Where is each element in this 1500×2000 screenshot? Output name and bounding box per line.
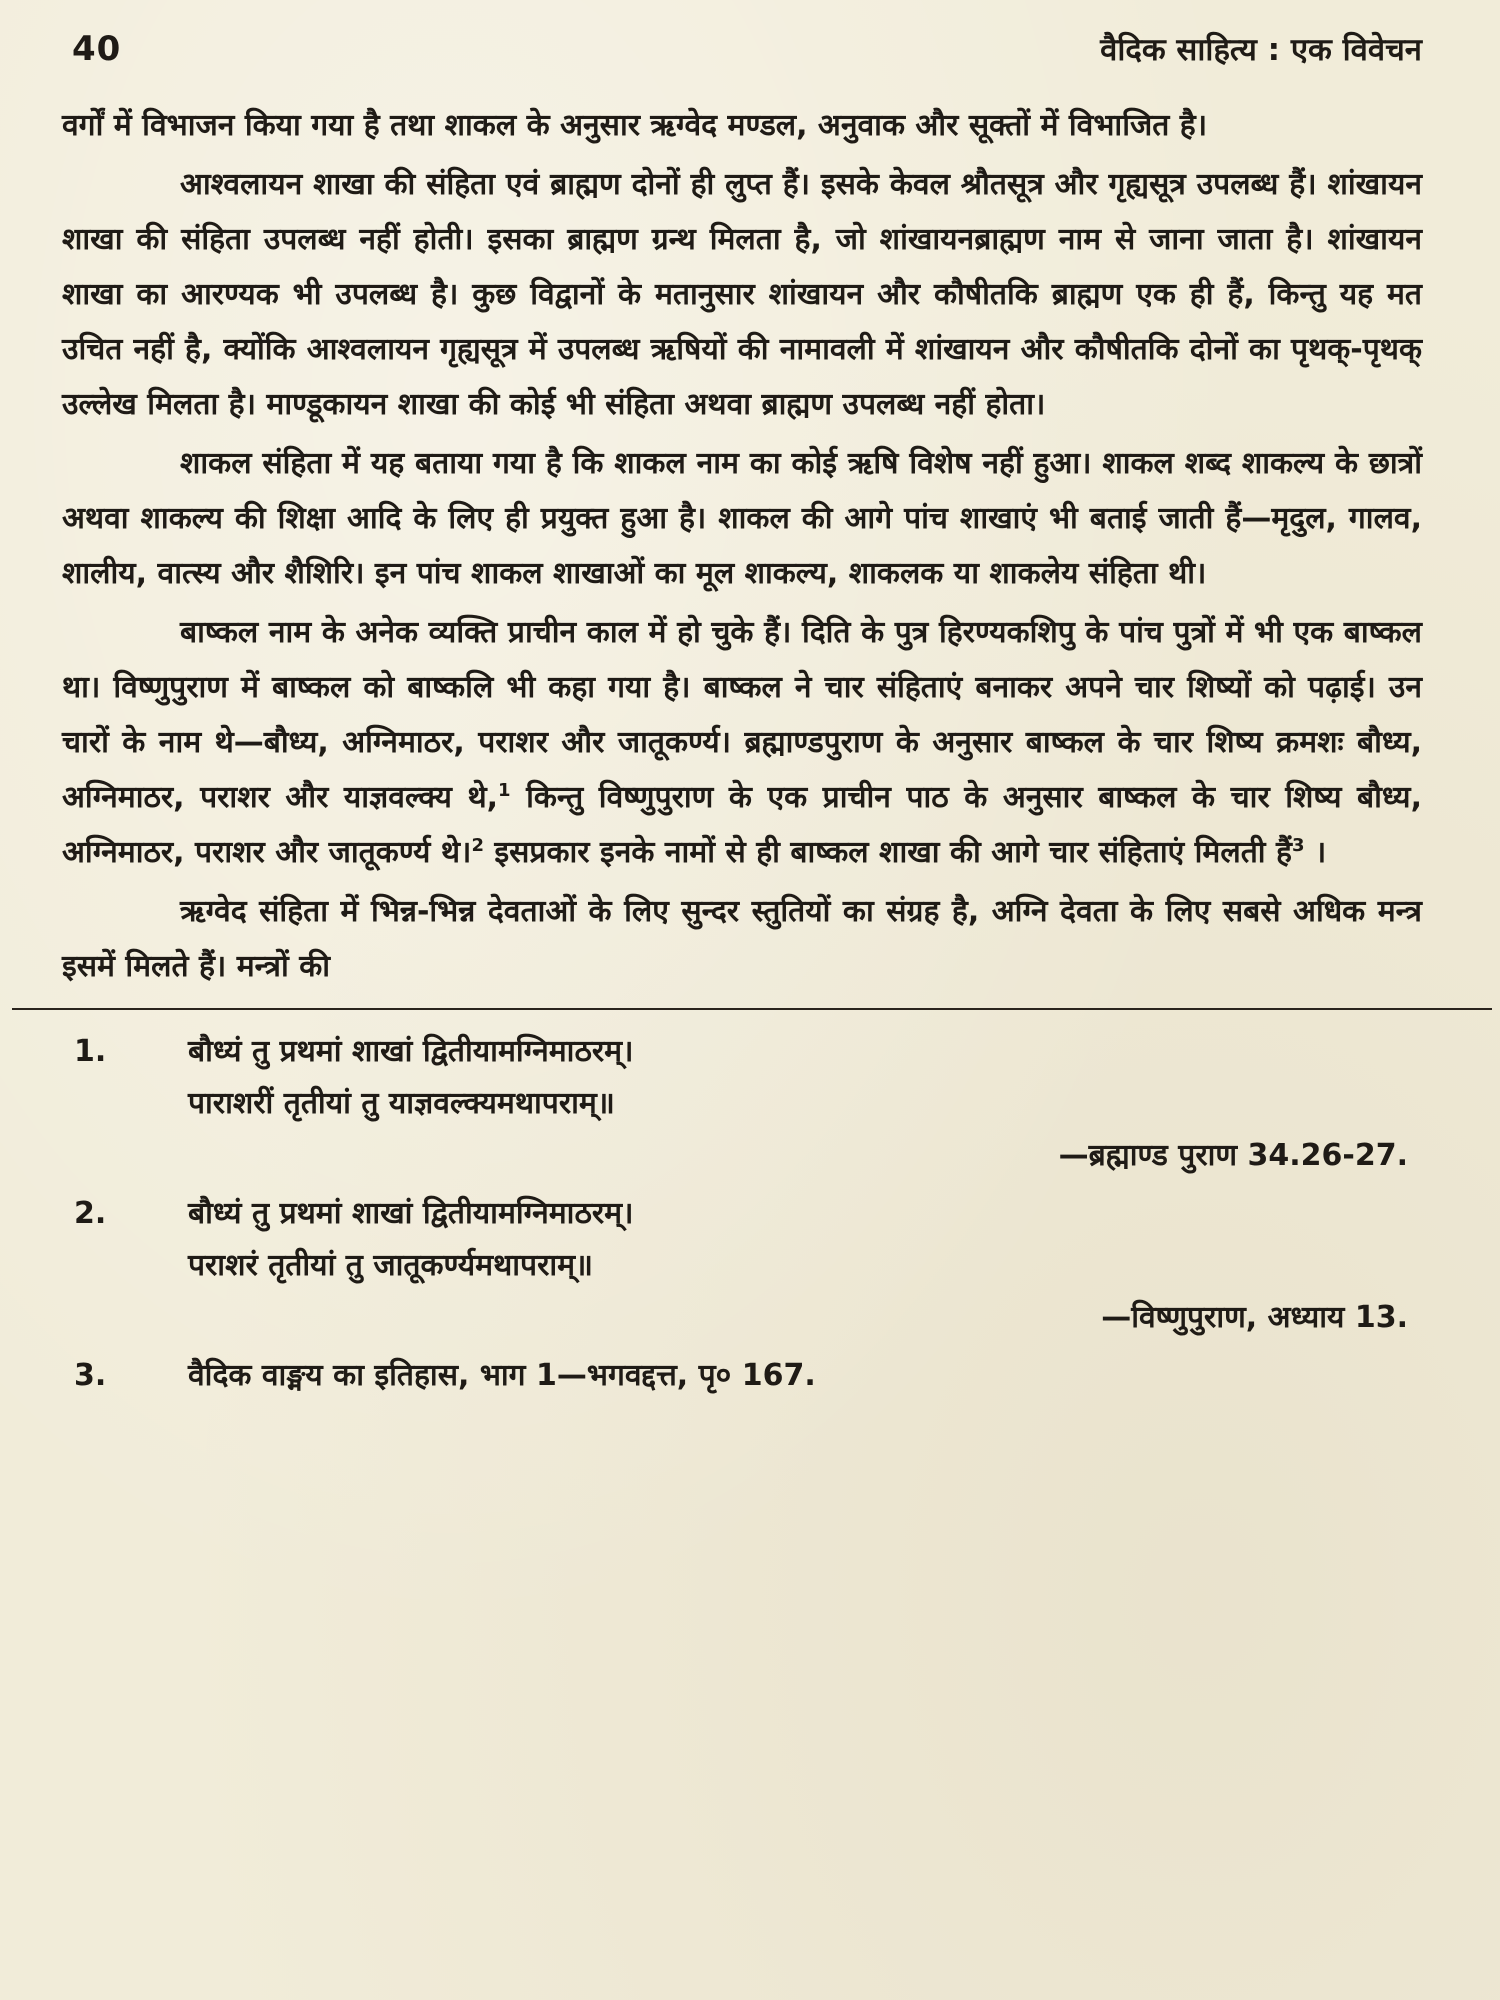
footnote-ref-2: 2 [471,835,484,856]
footnote-2 [62,1188,1422,1344]
footnote-reference-text: वैदिक वाङ्मय का इतिहास, भाग 1—भगवद्दत्त, पृ० 167. [188,1358,816,1393]
paragraph-5: ऋग्वेद संहिता में भिन्न-भिन्न देवताओं के लिए सुन्दर स्तुतियों का संग्रह है, अग्नि देवता के लिए सबसे अधिक मन्त्र इसमें मिलते हैं। मन्त्रों की [62,894,1422,984]
footnote-ref-1: 1 [498,780,511,801]
footnote-body [188,1350,1422,1402]
footnote-number: 2. [74,1196,107,1231]
paragraph-4-part-3: इसप्रकार इनके नामों से ही बाष्कल शाखा की आगे चार संहिताएं मिलती हैं [494,835,1292,870]
footnote-1 [62,1026,1422,1182]
paragraph-3: शाकल संहिता में यह बताया गया है कि शाकल नाम का कोई ऋषि विशेष नहीं हुआ। शाकल शब्द शाकल्य के छात्रों अथवा शाकल्य की शिक्षा आदि के लिए ही प्रयुक्त हुआ है। शाकल की आगे पांच शाखाएं भी बताई जाती हैं—मृदुल, गालव, शालीय, वात्स्य और शैशिरि। इन पांच शाकल शाखाओं का मूल शाकल्य, शाकलक या शाकलेय संहिता थी। [62,446,1422,591]
footnote-verse-line: बौध्यं तु प्रथमां शाखां द्वितीयामग्निमाठरम्। [188,1196,634,1231]
paragraph-4-end: । [1314,835,1327,870]
page-number: 40 [72,29,122,69]
footnote-body [188,1188,1422,1344]
footnote-number: 1. [74,1034,107,1069]
paragraph-4-part-1: बाष्कल नाम के अनेक व्यक्ति प्राचीन काल में हो चुके हैं। दिति के पुत्र हिरण्यकशिपु के पांच पुत्रों में भी एक बाष्कल था। विष्णुपुराण में बाष्कल को बाष्कलि भी कहा गया है। बाष्कल ने चार संहिताएं बनाकर अपने चार शिष्यों को पढ़ाई। उन चारों के नाम थे—बौध्य, अग्निमाठर, पराशर और जातूकर्ण्य। ब्रह्माण्डपुराण के अनुसार बाष्कल के चार शिष्य क्रमशः बौध्य, अग्निमाठर, पराशर और याज्ञवल्क्य थे, [62,615,1422,815]
footnote-divider [12,1008,1492,1010]
footnotes [62,1026,1422,1402]
footnote-body [188,1026,1422,1182]
paragraph-4 [62,605,1422,880]
footnote-ref-3: 3 [1291,835,1305,856]
paragraph-2: आश्वलायन शाखा की संहिता एवं ब्राह्मण दोनों ही लुप्त हैं। इसके केवल श्रौतसूत्र और गृह्यसूत्र उपलब्ध हैं। शांखायन शाखा की संहिता उपलब्ध नहीं होती। इसका ब्राह्मण ग्रन्थ मिलता है, जो शांखायनब्राह्मण नाम से जाना जाता है। शांखायन शाखा का आरण्यक भी उपलब्ध है। कुछ विद्वानों के मतानुसार शांखायन और कौषीतकि ब्राह्मण एक ही हैं, किन्तु यह मत उचित नहीं है, क्योंकि आश्वलायन गृह्यसूत्र में उपलब्ध ऋषियों की नामावली में शांखायन और कौषीतकि दोनों का पृथक्-पृथक् उल्लेख मिलता है। माण्डूकायन शाखा की कोई भी संहिता अथवा ब्राह्मण उपलब्ध नहीं होता। [62,167,1422,422]
footnote-number: 3. [74,1358,107,1393]
paragraph-1: वर्गों में विभाजन किया गया है तथा शाकल के अनुसार ऋग्वेद मण्डल, अनुवाक और सूक्तों में विभाजित है। [62,108,1208,143]
footnote-verse-line: पाराशरीं तृतीयां तु याज्ञवल्क्यमथापराम्॥ [188,1086,615,1121]
page-header [62,28,1422,88]
footnote-3 [62,1350,1422,1402]
paragraph-4-part-2: किन्तु विष्णुपुराण के एक प्राचीन पाठ के अनुसार बाष्कल के चार शिष्य बौध्य, अग्निमाठर, पराशर और जातूकर्ण्य थे। [62,780,1422,870]
footnote-verse-line: पराशरं तृतीयां तु जातूकर्ण्यमथापराम्॥ [188,1248,594,1283]
running-title: वैदिक साहित्य : एक विवेचन [1100,32,1422,68]
footnote-source: —ब्रह्माण्ड पुराण 34.26-27. [1058,1138,1408,1173]
body-text [62,98,1422,994]
footnote-verse-line: बौध्यं तु प्रथमां शाखां द्वितीयामग्निमाठरम्। [188,1034,634,1069]
footnote-source: —विष्णुपुराण, अध्याय 13. [1101,1300,1408,1335]
